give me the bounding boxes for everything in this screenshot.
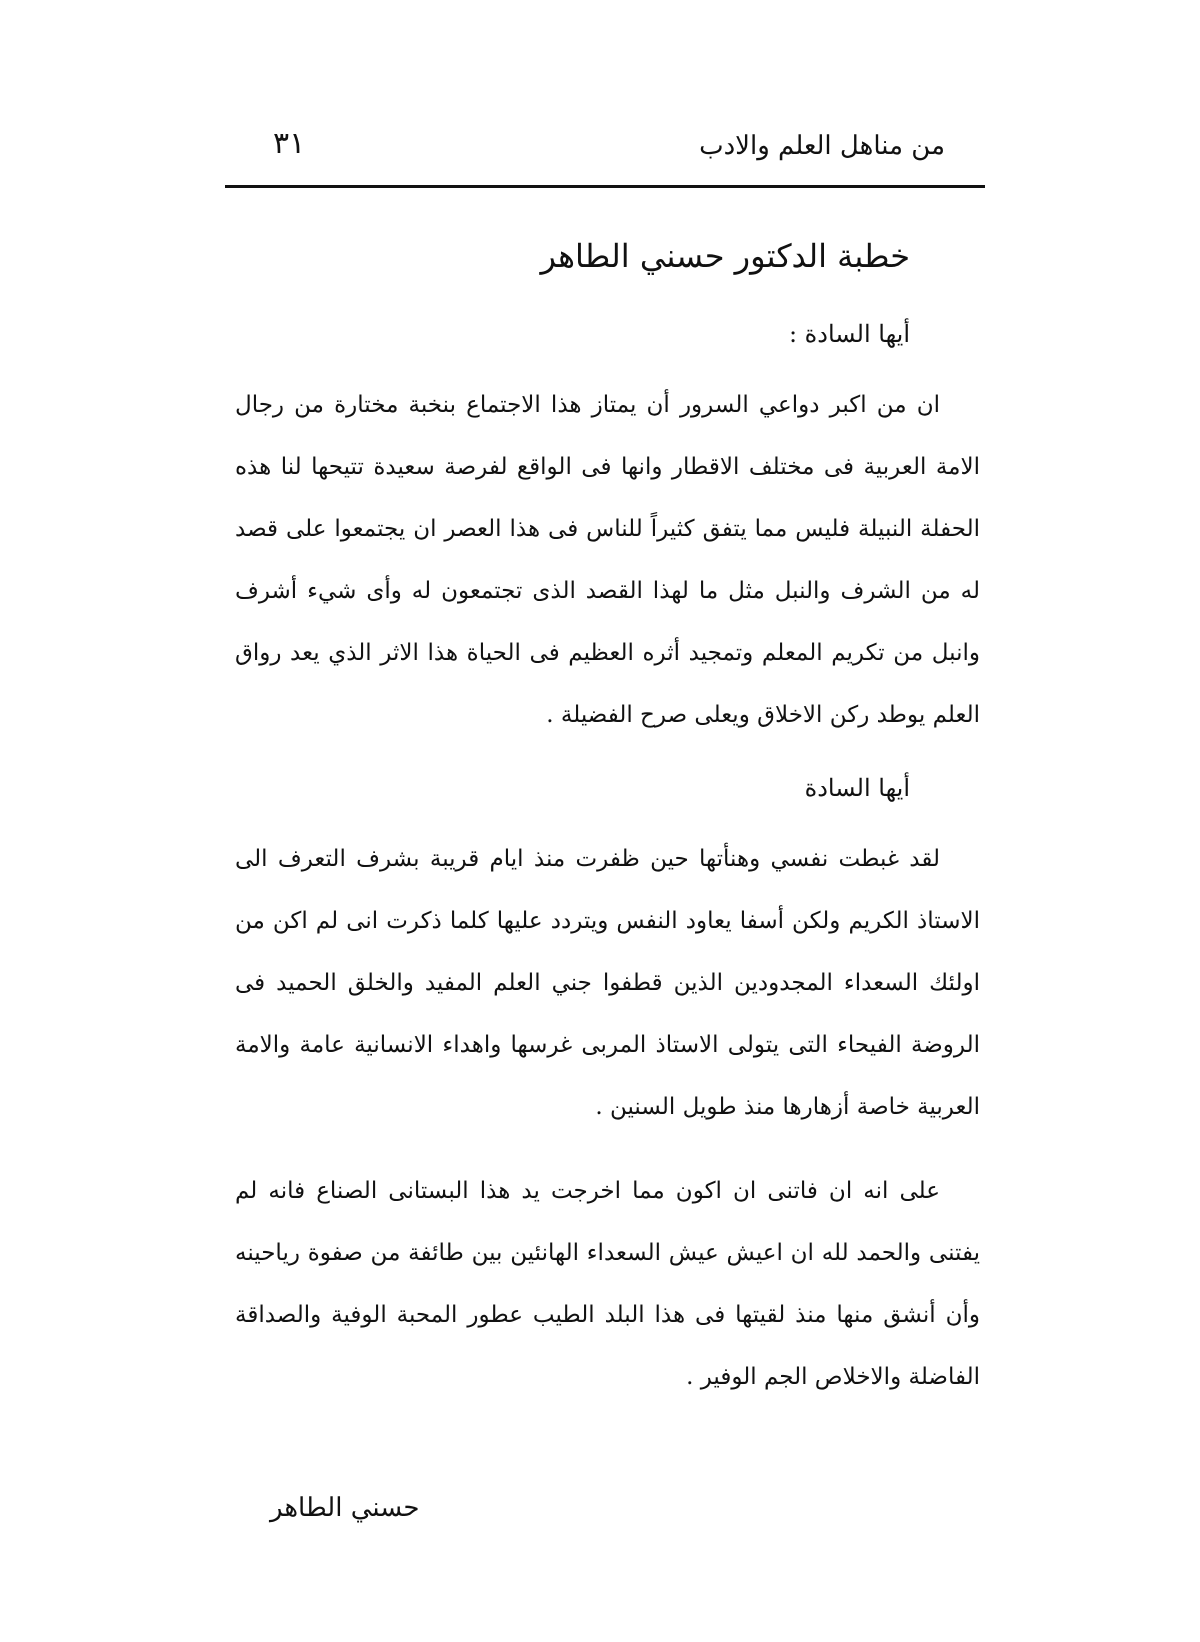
running-header bbox=[225, 122, 985, 172]
signature: حسني الطاهر bbox=[270, 1493, 420, 1523]
paragraph: على انه ان فاتنى ان اكون مما اخرجت يد هذا البستانى الصناع فانه لم يفتنى والحمد لله ان اعيش عيش السعداء الهانئين بين طائفة من صفوة رياحينه وأن أنشق منها منذ لقيتها فى هذا البلد الطيب عطور المحبة الوفية والصداقة الفاضلة والاخلاص الجم الوفير . bbox=[235, 1178, 980, 1390]
salutation: أيها السادة bbox=[804, 774, 910, 802]
header-rule bbox=[225, 185, 985, 188]
salutation: أيها السادة : bbox=[788, 320, 910, 348]
speech-body bbox=[235, 228, 980, 1426]
page-number: ٣١ bbox=[273, 126, 306, 161]
running-title: من مناهل العلم والادب bbox=[699, 131, 945, 161]
paragraph: لقد غبطت نفسي وهنأتها حين ظفرت منذ ايام قريبة بشرف التعرف الى الاستاذ الكريم ولكن أسفا يعاود النفس ويتردد عليها كلما ذكرت انى لم اكن من اولئك السعداء المجدودين الذين قطفوا جني العلم المفيد والخلق الحميد فى الروضة الفيحاء التى يتولى الاستاذ المربى غرسها واهداء الانسانية عامة والامة العربية خاصة أزهارها منذ طويل السنين . bbox=[235, 846, 980, 1120]
speech-title: خطبة الدكتور حسني الطاهر bbox=[540, 237, 910, 275]
paragraph: ان من اكبر دواعي السرور أن يمتاز هذا الاجتماع بنخبة مختارة من رجال الامة العربية فى مختلف الاقطار وانها فى الواقع لفرصة سعيدة تتيحها لنا هذه الحفلة النبيلة فليس مما يتفق كثيراً للناس فى هذا العصر ان يجتمعوا على قصد له من الشرف والنبل مثل ما لهذا القصد الذى تجتمعون له وأى شيء أشرف وانبل من تكريم المعلم وتمجيد أثره العظيم فى الحياة هذا الاثر الذي يعد رواق العلم يوطد ركن الاخلاق ويعلى صرح الفضيلة . bbox=[235, 392, 980, 728]
